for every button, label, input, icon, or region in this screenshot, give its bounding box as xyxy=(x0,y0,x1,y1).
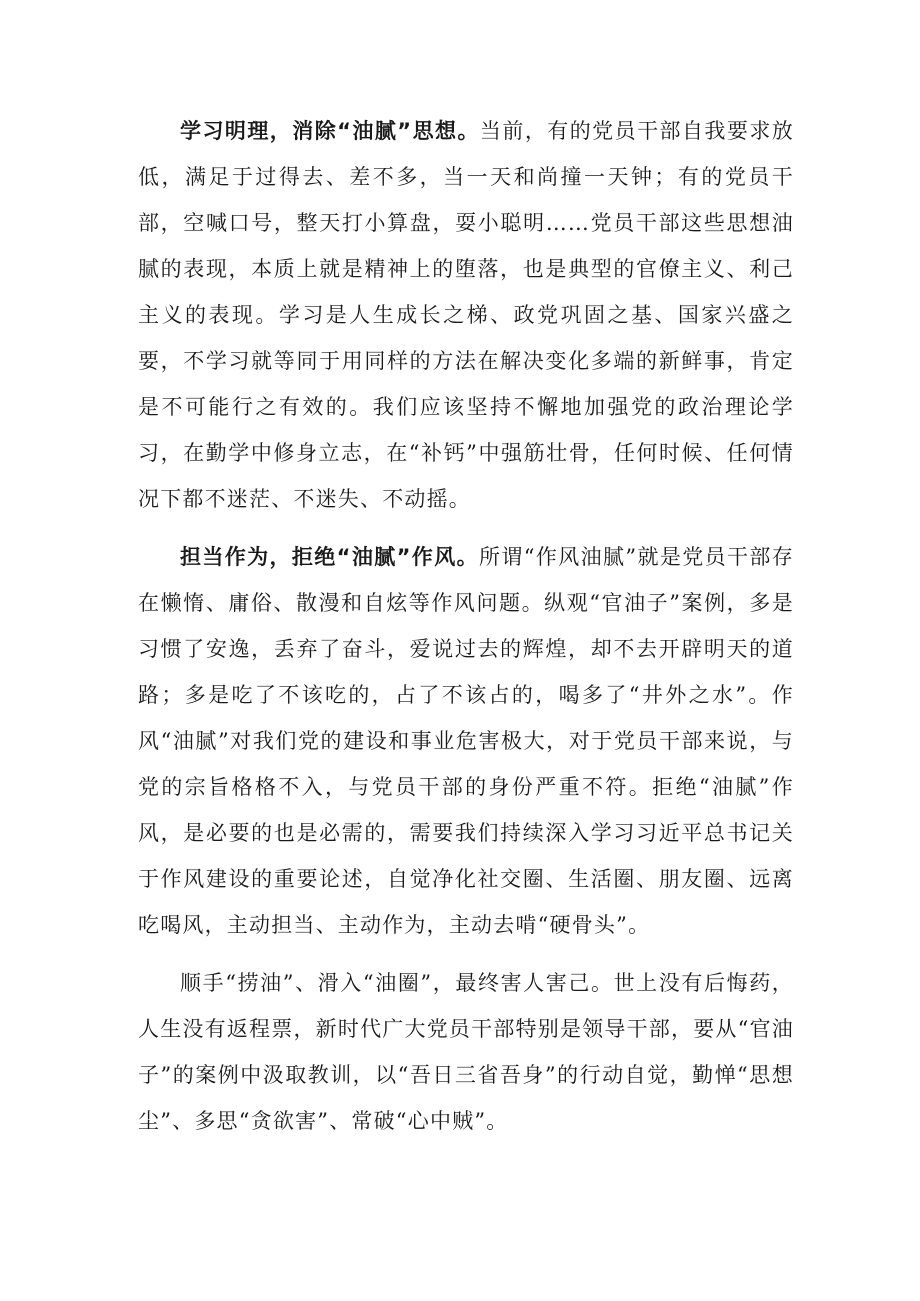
paragraph-style xyxy=(138,534,794,948)
paragraph-text: 当前，有的党员干部自我要求放低，满足于过得去、差不多，当一天和尚撞一天钟；有的党员干部，空喊口号，整天打小算盘，耍小聪明……党员干部这些思想油腻的表现，本质上就是精神上的堕落，也是典型的官僚主义、利己主义的表现。学习是人生成长之梯、政党巩固之基、国家兴盛之要，不学习就等同于用同样的方法在解决变化多端的新鲜事，肯定是不可能行之有效的。我们应该坚持不懈地加强党的政治理论学习，在勤学中修身立志，在“补钙”中强筋壮骨，任何时候、任何情况下都不迷茫、不迷失、不动摇。 xyxy=(138,119,794,511)
paragraph-text: 所谓“作风油腻”就是党员干部存在懒惰、庸俗、散漫和自炫等作风问题。纵观“官油子”案例，多是习惯了安逸，丢弃了奋斗，爱说过去的辉煌，却不去开辟明天的道路；多是吃了不该吃的，占了不该占的，喝多了“井外之水”。作风“油腻”对我们党的建设和事业危害极大，对于党员干部来说，与党的宗旨格格不入，与党员干部的身份严重不符。拒绝“油腻”作风，是必要的也是必需的，需要我们持续深入学习习近平总书记关于作风建设的重要论述，自觉净化社交圈、生活圈、朋友圈、远离吃喝风，主动担当、主动作为，主动去啃“硬骨头”。 xyxy=(138,545,794,937)
paragraph-study xyxy=(138,108,794,522)
paragraph-heading: 担当作为，拒绝“油腻”作风。 xyxy=(180,545,479,569)
paragraph-conclusion xyxy=(138,960,794,1144)
paragraph-heading: 学习明理，消除“油腻”思想。 xyxy=(180,119,480,143)
paragraph-text: 顺手“捞油”、滑入“油圈”，最终害人害己。世上没有后悔药，人生没有返程票，新时代广大党员干部特别是领导干部，要从“官油子”的案例中汲取教训，以“吾日三省吾身”的行动自觉，勤惮“思想尘”、多思“贪欲害”、常破“心中贼”。 xyxy=(138,971,794,1133)
document-body xyxy=(138,108,794,1144)
